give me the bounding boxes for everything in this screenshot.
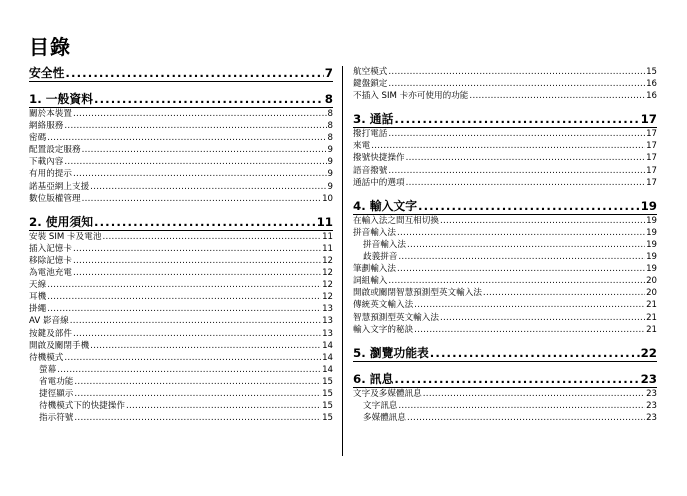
toc-entry[interactable] <box>353 299 657 311</box>
toc-page-number: 19 <box>640 198 657 213</box>
toc-page-number: 21 <box>646 324 657 335</box>
dot-leader <box>388 275 645 287</box>
toc-title: 4. 輸入文字 <box>353 198 417 213</box>
toc-subentry[interactable] <box>353 239 657 251</box>
toc-title: 筆劃輸入法 <box>353 264 396 275</box>
dot-leader <box>126 400 321 412</box>
toc-page-number: 15 <box>322 376 333 387</box>
toc-entry[interactable] <box>29 352 333 364</box>
dot-leader <box>94 215 316 230</box>
toc-page-number: 17 <box>646 141 657 152</box>
toc-title: 文字及多媒體訊息 <box>353 388 422 399</box>
toc-chapter[interactable] <box>353 199 657 214</box>
toc-entry[interactable] <box>29 132 333 144</box>
toc-page-number: 12 <box>322 268 333 279</box>
toc-page-number: 9 <box>327 181 333 192</box>
toc-entry[interactable] <box>353 90 657 102</box>
toc-chapter[interactable] <box>353 112 657 127</box>
toc-title: 按鍵及部件 <box>29 328 72 339</box>
dot-leader <box>64 120 326 132</box>
toc-page-number: 13 <box>322 328 333 339</box>
toc-page-number: 22 <box>640 345 657 360</box>
dot-leader <box>371 140 645 152</box>
toc-page-number: 14 <box>322 340 333 351</box>
toc-page-number: 14 <box>322 352 333 363</box>
toc-page-number: 21 <box>646 312 657 323</box>
toc-entry[interactable] <box>29 303 333 315</box>
toc-title: 耳機 <box>29 292 47 303</box>
toc-page-number: 23 <box>640 371 657 386</box>
toc-page-number: 12 <box>322 280 333 291</box>
toc-title: 2. 使用須知 <box>29 214 93 229</box>
toc-chapter[interactable] <box>29 92 333 107</box>
toc-entry[interactable] <box>29 243 333 255</box>
toc-page-number: 19 <box>646 215 657 226</box>
toc-page-number: 15 <box>322 413 333 424</box>
toc-title: 網絡服務 <box>29 121 64 132</box>
toc-entry[interactable] <box>353 215 657 227</box>
toc-subentry[interactable] <box>29 388 333 400</box>
toc-title: 詞組輸入 <box>353 276 388 287</box>
dot-leader <box>407 412 645 424</box>
toc-page-number: 16 <box>646 91 657 102</box>
toc-title: 航空模式 <box>353 67 388 77</box>
toc-page-number: 16 <box>646 79 657 90</box>
toc-page-number: 13 <box>322 304 333 315</box>
toc-entry[interactable] <box>29 193 333 205</box>
toc-page-number: 14 <box>322 364 333 375</box>
toc-title: 拼音輸入法 <box>363 239 406 250</box>
chapter-rule <box>29 81 333 82</box>
toc-entry[interactable] <box>29 168 333 180</box>
toc-title: 3. 通話 <box>353 112 394 127</box>
toc-title: 關於本裝置 <box>29 109 72 119</box>
toc-title: 有用的提示 <box>29 169 72 180</box>
toc-title: 6. 訊息 <box>353 371 394 386</box>
dot-leader <box>398 251 645 263</box>
toc-title: 開啟及關閉手機 <box>29 340 90 351</box>
toc-entry[interactable] <box>353 275 657 287</box>
toc-title: 文字訊息 <box>363 400 398 411</box>
dot-leader <box>73 243 321 255</box>
toc-title: 待機模式下的快捷操作 <box>39 401 125 412</box>
toc-title: AV 影音線 <box>29 316 69 327</box>
column-divider <box>342 66 343 456</box>
dot-leader <box>47 279 321 291</box>
dot-leader <box>397 227 645 239</box>
toc-title: 指示符號 <box>39 413 74 424</box>
dot-leader <box>388 66 645 78</box>
toc-title: 語音撥號 <box>353 165 388 176</box>
toc-page-number: 10 <box>322 193 333 204</box>
toc-title: 1. 一般資料 <box>29 92 93 106</box>
toc-title: 省電功能 <box>39 376 74 387</box>
toc-entry[interactable] <box>353 177 657 189</box>
toc-page-number: 19 <box>646 264 657 275</box>
toc-title: 在輸入法之間互相切換 <box>353 215 439 226</box>
toc-title: 插入記憶卡 <box>29 243 72 254</box>
toc-entry[interactable] <box>29 120 333 132</box>
toc-entry[interactable] <box>29 108 333 120</box>
dot-leader <box>65 66 323 81</box>
dot-leader <box>440 312 645 324</box>
toc-page-number: 23 <box>646 412 657 423</box>
toc-entry[interactable] <box>353 324 657 336</box>
dot-leader <box>397 263 645 275</box>
dot-leader <box>394 372 639 387</box>
toc-entry[interactable] <box>353 227 657 239</box>
toc-entry[interactable] <box>353 66 657 78</box>
dot-leader <box>47 132 326 144</box>
toc-entry[interactable] <box>353 287 657 299</box>
toc-page-number: 20 <box>646 288 657 299</box>
toc-title: 5. 瀏覽功能表 <box>353 345 429 360</box>
page-title: 目錄 <box>29 35 71 59</box>
toc-subentry[interactable] <box>29 400 333 412</box>
toc-title: 配置設定服務 <box>29 145 81 156</box>
dot-leader <box>394 112 639 127</box>
toc-entry[interactable] <box>353 128 657 140</box>
toc-entry[interactable] <box>29 315 333 327</box>
toc-page-number: 17 <box>646 177 657 188</box>
toc-page-number: 15 <box>322 401 333 412</box>
toc-entry[interactable] <box>29 291 333 303</box>
dot-leader <box>90 181 326 193</box>
dot-leader <box>64 156 326 168</box>
toc-title: 不插入 SIM 卡亦可使用的功能 <box>353 91 469 102</box>
toc-title: 來電 <box>353 141 371 152</box>
dot-leader <box>388 128 645 140</box>
toc-title: 歧義拼音 <box>363 252 398 263</box>
dot-leader <box>94 92 324 107</box>
toc-title: 數位版權管理 <box>29 193 81 204</box>
toc-page-number: 11 <box>322 231 333 242</box>
toc-title: 通話中的選項 <box>353 177 405 188</box>
dot-leader <box>82 144 327 156</box>
toc-page-number: 19 <box>646 239 657 250</box>
toc-page-number: 9 <box>327 145 333 156</box>
toc-entry[interactable] <box>353 152 657 164</box>
toc-entry[interactable] <box>29 267 333 279</box>
toc-entry[interactable] <box>29 144 333 156</box>
toc-title: 移除記憶卡 <box>29 255 72 266</box>
dot-leader <box>90 340 321 352</box>
toc-subentry[interactable] <box>353 412 657 424</box>
toc-entry[interactable] <box>353 312 657 324</box>
toc-right-column <box>353 66 657 454</box>
toc-page-number: 17 <box>646 129 657 140</box>
toc-title: 開啟或關閉智慧預測型英文輸入法 <box>353 288 482 299</box>
toc-title: 下載內容 <box>29 157 64 168</box>
toc-title: 鍵盤鎖定 <box>353 79 388 90</box>
dot-leader <box>406 152 645 164</box>
toc-entry[interactable] <box>29 328 333 340</box>
toc-title: 撥號快捷操作 <box>353 153 405 164</box>
dot-leader <box>414 324 645 336</box>
toc-left-column <box>29 66 333 454</box>
toc-page-number: 17 <box>646 165 657 176</box>
toc-chapter[interactable] <box>353 372 657 387</box>
toc-title: 拼音輸入法 <box>353 227 396 238</box>
toc-title: 捷徑顯示 <box>39 388 74 399</box>
toc-page-number: 17 <box>646 153 657 164</box>
dot-leader <box>64 352 321 364</box>
toc-entry[interactable] <box>29 181 333 193</box>
toc-entry[interactable] <box>29 279 333 291</box>
toc-title: 傳統英文輸入法 <box>353 300 414 311</box>
toc-title: 掛繩 <box>29 304 47 315</box>
toc-entry[interactable] <box>353 140 657 152</box>
toc-page-number: 12 <box>322 255 333 266</box>
dot-leader <box>414 299 645 311</box>
toc-subentry[interactable] <box>29 364 333 376</box>
toc-chapter[interactable] <box>353 346 657 361</box>
dot-leader <box>469 90 645 102</box>
dot-leader <box>73 267 321 279</box>
toc-title: 輸入文字的秘訣 <box>353 324 414 335</box>
toc-title: 諾基亞網上支援 <box>29 181 90 192</box>
toc-title: 待機模式 <box>29 352 64 363</box>
dot-leader <box>47 303 321 315</box>
toc-page-number: 19 <box>646 227 657 238</box>
toc-page-number: 23 <box>646 400 657 411</box>
dot-leader <box>73 328 321 340</box>
dot-leader <box>483 287 645 299</box>
dot-leader <box>430 346 640 361</box>
toc-page-number: 21 <box>646 300 657 311</box>
toc-entry[interactable] <box>29 156 333 168</box>
toc-page-number: 11 <box>322 243 333 254</box>
toc-entry[interactable] <box>29 340 333 352</box>
toc-title: 撥打電話 <box>353 129 388 140</box>
toc-subentry[interactable] <box>353 251 657 263</box>
dot-leader <box>406 177 645 189</box>
dot-leader <box>82 193 321 205</box>
toc-title: 安全性 <box>29 66 65 80</box>
toc-title: 智慧預測型英文輸入法 <box>353 312 439 323</box>
toc-entry[interactable] <box>353 388 657 400</box>
dot-leader <box>73 255 321 267</box>
dot-leader <box>440 215 645 227</box>
dot-leader <box>57 364 321 376</box>
dot-leader <box>388 165 645 177</box>
toc-title: 為電池充電 <box>29 268 72 279</box>
dot-leader <box>418 199 640 214</box>
toc-page-number: 23 <box>646 388 657 399</box>
dot-leader <box>102 231 321 243</box>
dot-leader <box>47 291 321 303</box>
toc-entry[interactable] <box>353 78 657 90</box>
dot-leader <box>74 412 321 424</box>
toc-page-number: 8 <box>327 109 333 119</box>
toc-page-number: 8 <box>324 92 333 106</box>
toc-chapter[interactable] <box>29 215 333 230</box>
toc-page-number: 19 <box>646 252 657 263</box>
dot-leader <box>73 108 327 120</box>
toc-title: 多媒體訊息 <box>363 412 406 423</box>
toc-title: 天線 <box>29 280 47 291</box>
toc-entry[interactable] <box>29 231 333 243</box>
toc-page-number: 9 <box>327 157 333 168</box>
toc-subentry[interactable] <box>29 412 333 424</box>
toc-page-number: 9 <box>327 169 333 180</box>
toc-entry[interactable] <box>353 263 657 275</box>
chapter-rule <box>353 361 657 362</box>
dot-leader <box>407 239 645 251</box>
toc-page-number: 17 <box>640 112 657 127</box>
dot-leader <box>388 78 645 90</box>
toc-chapter[interactable] <box>29 66 333 81</box>
toc-subentry[interactable] <box>29 376 333 388</box>
toc-title: 螢幕 <box>39 364 57 375</box>
toc-page-number: 12 <box>322 292 333 303</box>
toc-page-number: 15 <box>646 67 657 77</box>
dot-leader <box>398 400 645 412</box>
dot-leader <box>73 168 327 180</box>
dot-leader <box>70 315 321 327</box>
toc-entry[interactable] <box>353 165 657 177</box>
dot-leader <box>423 388 645 400</box>
toc-page-number: 15 <box>322 388 333 399</box>
toc-page-number: 8 <box>327 121 333 132</box>
toc-page-number: 20 <box>646 276 657 287</box>
toc-title: 密碼 <box>29 133 47 144</box>
toc-page-number: 8 <box>327 133 333 144</box>
toc-page-number: 7 <box>324 66 333 80</box>
dot-leader <box>74 376 321 388</box>
toc-page-number: 11 <box>316 214 333 229</box>
toc-subentry[interactable] <box>353 400 657 412</box>
toc-page-number: 13 <box>322 316 333 327</box>
toc-title: 安裝 SIM 卡及電池 <box>29 231 102 242</box>
dot-leader <box>74 388 321 400</box>
toc-entry[interactable] <box>29 255 333 267</box>
